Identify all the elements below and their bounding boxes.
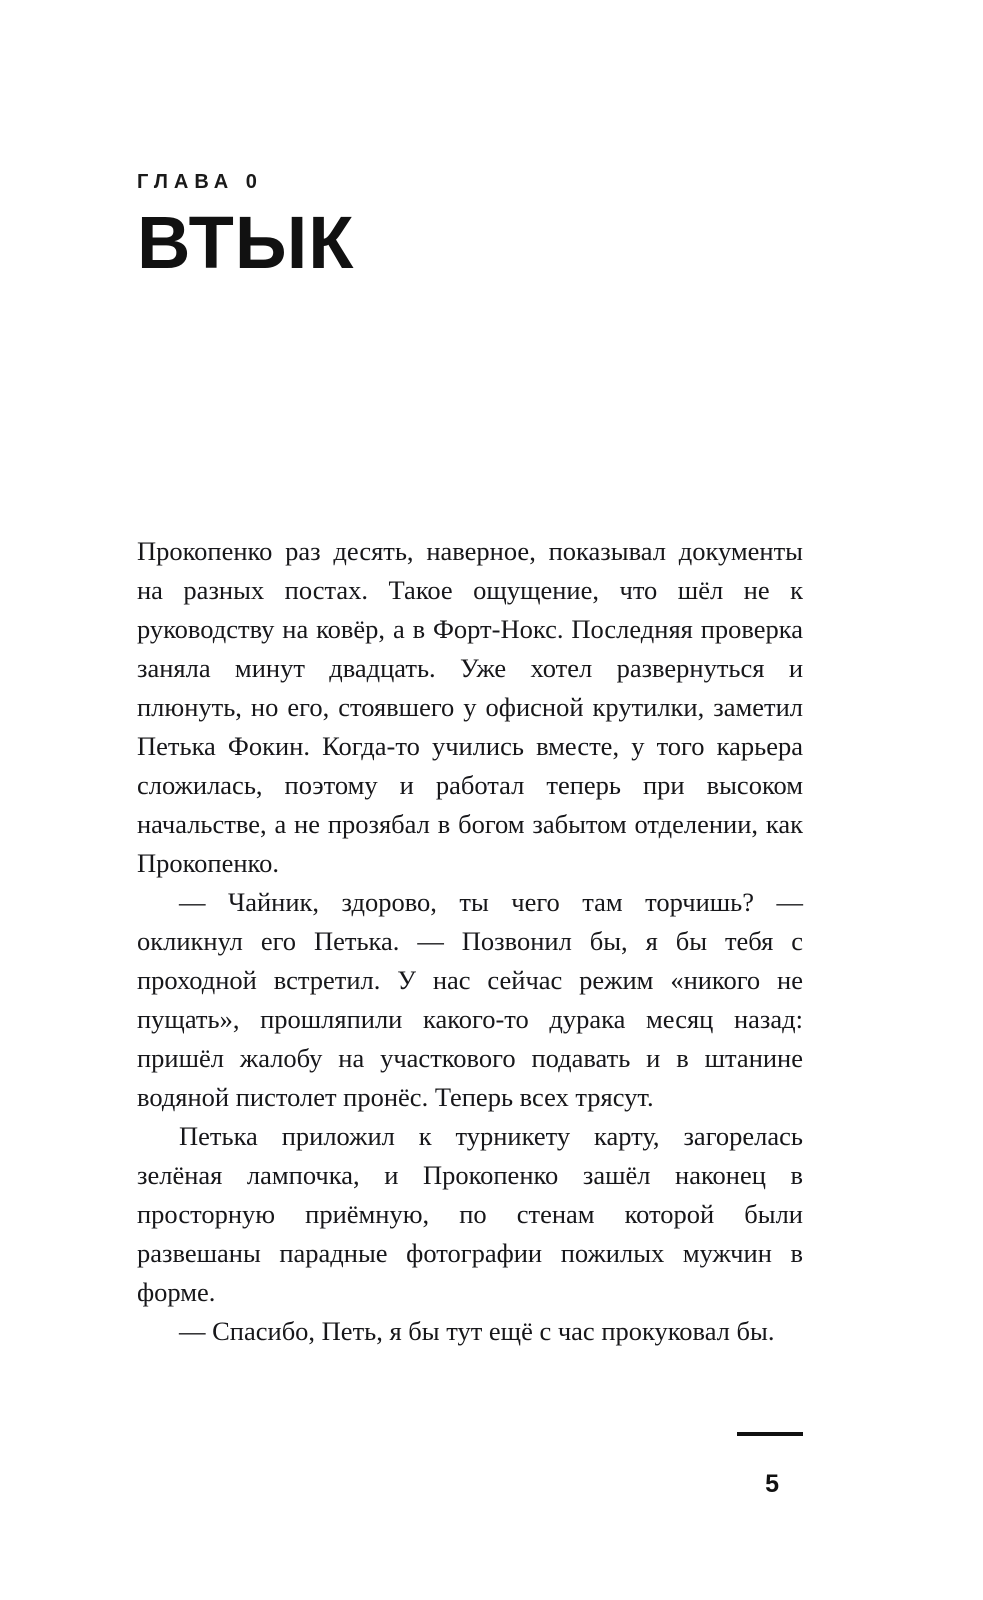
paragraph: Петька приложил к турникету карту, загорелась зелёная лампочка, и Прокопенко зашёл наконец в просторную приёмную, по стенам которой были развешаны парадные фотографии пожилых мужчин в форме. (137, 1121, 803, 1307)
body-text (137, 532, 803, 1351)
chapter-heading-block (137, 170, 797, 282)
footer-rule (737, 1432, 803, 1436)
paragraph: — Чайник, здорово, ты чего там торчишь? — окликнул его Петька. — Позвонил бы, я бы тебя с проходной встретил. У нас сейчас режим «никого не пущать», прошляпили какого-то дурака месяц назад: пришёл жалобу на участкового подавать и в штанине водяной пистолет пронёс. Теперь всех трясут. (137, 887, 803, 1112)
chapter-title: ВТЫК (137, 201, 355, 284)
page-number: 5 (765, 1470, 779, 1498)
chapter-label: ГЛАВА 0 (137, 171, 263, 193)
page-footer (137, 1432, 803, 1552)
paragraph: — Спасибо, Петь, я бы тут ещё с час прокуковал бы. (179, 1316, 775, 1346)
paragraph: Прокопенко раз десять, наверное, показывал документы на разных постах. Такое ощущение, что шёл не к руководству на ковёр, а в Форт-Нокс. Последняя проверка заняла минут двадцать. Уже хотел развернуться и плюнуть, но его, стоявшего у офисной крутилки, заметил Петька Фокин. Когда-то учились вместе, у того карьера сложилась, поэтому и работал теперь при высоком начальстве, а не прозябал в богом забытом отделении, как Прокопенко. (137, 536, 803, 878)
